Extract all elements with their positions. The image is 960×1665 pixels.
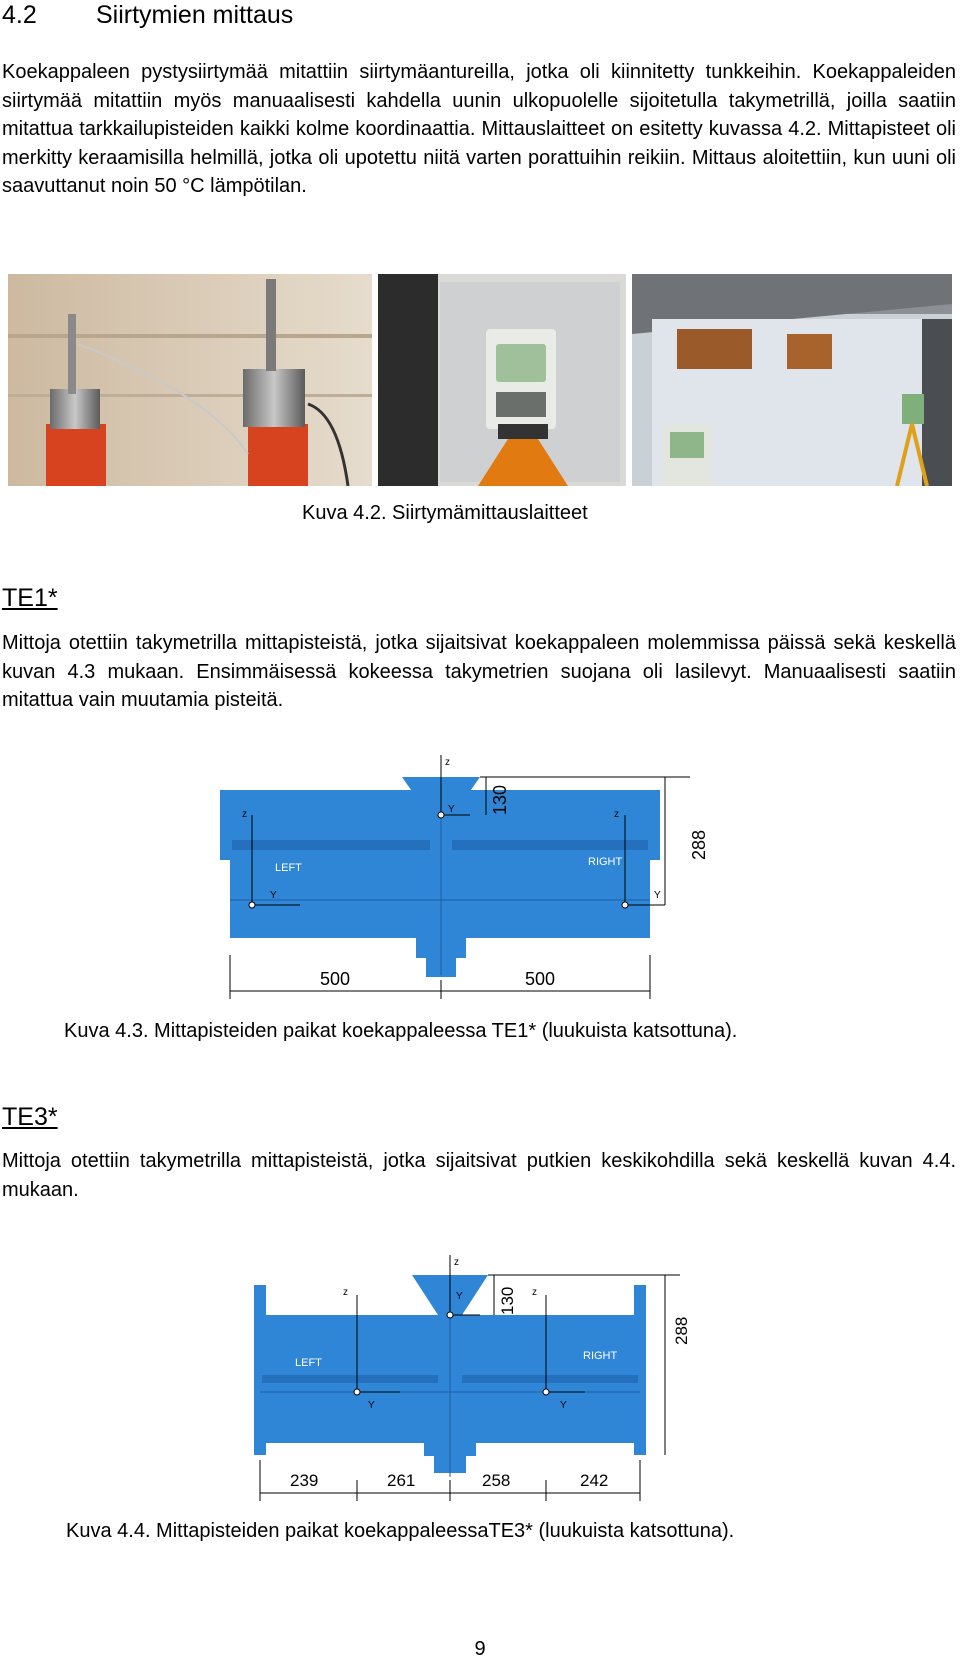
page-number: 9 — [474, 1638, 486, 1660]
te3-axis-z-right: z — [532, 1287, 537, 1298]
te1-axis-z-right: z — [614, 809, 619, 820]
te3-axis-y-center: Y — [456, 1291, 463, 1302]
te3-dim-bottom-4: 242 — [580, 1471, 609, 1490]
te3-paragraph: Mittoja otettiin takymetrilla mittapisteistä, jotka sijaitsivat putkien keskikohdilla sekä keskellä kuvan 4.4. mukaan. — [2, 1150, 956, 1201]
te1-beam — [220, 765, 660, 977]
te3-heading: TE3* — [2, 1103, 58, 1131]
figure-4-2-caption: Kuva 4.2. Siirtymämittauslaitteet — [302, 502, 588, 524]
figure-4-4-caption: Kuva 4.4. Mittapisteiden paikat koekappaleessaTE3* (luukuista katsottuna). — [66, 1520, 735, 1542]
figure-4-4-diagram — [240, 1255, 720, 1505]
te1-heading: TE1* — [2, 584, 58, 612]
te3-axis-y-left: Y — [368, 1400, 375, 1411]
te1-dim-bottom-2: 500 — [525, 969, 556, 989]
figure-4-3-diagram — [220, 755, 740, 1005]
te3-dim-bottom-2: 261 — [387, 1471, 416, 1490]
te3-point-right — [543, 1389, 549, 1395]
te1-axis-y-right: Y — [654, 890, 661, 901]
te1-dim-bottom-1: 500 — [320, 969, 351, 989]
te1-point-left — [249, 902, 255, 908]
te3-dim-bottom-3: 258 — [482, 1471, 511, 1490]
te1-point-center — [438, 812, 444, 818]
te1-dim-top: 130 — [490, 784, 510, 815]
te1-point-right — [622, 902, 628, 908]
photo-displacement-sensors — [8, 274, 372, 486]
te3-axis-z-left: z — [343, 1287, 348, 1298]
te1-axis-y-center: Y — [448, 804, 455, 815]
intro-paragraph: Koekappaleen pystysiirtymää mitattiin siirtymäantureilla, jotka oli kiinnitetty tunkkeihin. Koekappaleiden siirtymää mitattiin myös manuaalisesti kahdella uunin ulkopuolelle sijoitetulla takymetrillä, joilla saatiin mitattua tarkkailupisteiden kaikki kolme koordinaattia. Mittauslaitteet on esitetty kuvassa 4.2. Mittapisteet oli merkitty keraamisilla helmillä, jotka oli upotettu niitä varten porattuihin reikiin. Mittaus aloitettiin, kun uuni oli saavuttanut noin 50 °C lämpötilan. — [2, 61, 956, 197]
te3-axis-y-right: Y — [560, 1400, 567, 1411]
te1-axis-y-left: Y — [270, 890, 277, 901]
te3-point-left — [354, 1389, 360, 1395]
te1-left-label: LEFT — [275, 862, 302, 874]
te3-right-label: RIGHT — [583, 1350, 618, 1362]
te1-axis-z-center: z — [445, 757, 450, 768]
te3-point-center — [447, 1312, 453, 1318]
te3-axis-z-center: z — [454, 1257, 459, 1268]
te3-left-label: LEFT — [295, 1357, 322, 1369]
section-title: Siirtymien mittaus — [96, 1, 294, 29]
section-heading — [2, 0, 293, 30]
te1-paragraph: Mittoja otettiin takymetrilla mittapisteistä, jotka sijaitsivat koekappaleen molemmissa päissä sekä keskellä kuvan 4.3 mukaan. Ensimmäisessä kokeessa takymetrien suojana oli lasilevyt. Manuaalisesti saatiin mitattua vain muutamia pisteitä. — [2, 632, 956, 711]
te3-dim-height: 288 — [672, 1316, 691, 1345]
figure-4-3-caption: Kuva 4.3. Mittapisteiden paikat koekappaleessa TE1* (luukuista katsottuna). — [64, 1020, 738, 1042]
te1-axis-z-left: z — [242, 809, 247, 820]
te1-dim-height: 288 — [689, 829, 709, 860]
te1-right-label: RIGHT — [588, 856, 623, 868]
section-number: 4.2 — [2, 1, 37, 29]
te3-dim-top: 130 — [498, 1286, 517, 1315]
photo-furnace-tachymeter — [632, 274, 952, 486]
photo-tachymeter-glass — [378, 274, 626, 486]
te3-dim-bottom-1: 239 — [290, 1471, 319, 1490]
